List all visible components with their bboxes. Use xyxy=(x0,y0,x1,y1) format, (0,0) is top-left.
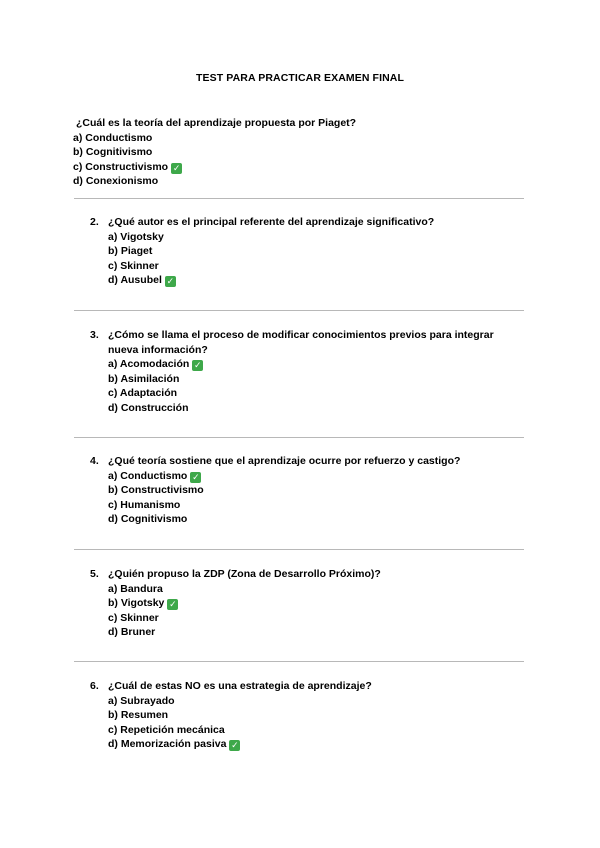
option: c) Skinner xyxy=(108,259,159,272)
option: d) Cognitivismo xyxy=(108,513,188,526)
question-number: 6. xyxy=(90,680,99,692)
option: d) Memorización pasiva ✓ xyxy=(108,738,239,751)
option: c) Repetición mecánica xyxy=(108,723,225,736)
option: a) Bandura xyxy=(108,582,163,595)
question-1 xyxy=(73,116,533,189)
question-3 xyxy=(90,328,526,416)
question-text: ¿Qué teoría sostiene que el aprendizaje ocurre por refuerzo y castigo? xyxy=(108,455,461,467)
option: a) Conductismo xyxy=(73,131,153,144)
option: c) Constructivismo ✓ xyxy=(73,160,181,173)
option: b) Constructivismo xyxy=(108,484,204,497)
question-number: 3. xyxy=(90,329,99,341)
option: a) Conductismo ✓ xyxy=(108,469,200,482)
option: a) Vigotsky xyxy=(108,230,164,243)
question-text: ¿Cuál de estas NO es una estrategia de aprendizaje? xyxy=(108,680,372,692)
question-6 xyxy=(90,679,528,752)
question-2 xyxy=(90,215,528,288)
option: b) Resumen xyxy=(108,709,169,722)
question-text: ¿Cómo se llama el proceso de modificar conocimientos previos para integrar nueva información? xyxy=(108,329,494,356)
question-4 xyxy=(90,454,528,527)
check-mark-icon: ✓ xyxy=(194,360,202,371)
check-mark-icon: ✓ xyxy=(192,471,200,482)
option: a) Subrayado xyxy=(108,694,175,707)
option: d) Construcción xyxy=(108,401,189,414)
question-text: ¿Qué autor es el principal referente del aprendizaje significativo? xyxy=(108,216,435,228)
question-text: ¿Cuál es la teoría del aprendizaje propuesta por Piaget? xyxy=(76,117,357,129)
option: c) Adaptación xyxy=(108,387,178,400)
divider xyxy=(74,310,524,311)
divider xyxy=(74,661,524,662)
option: b) Vigotsky ✓ xyxy=(108,597,177,610)
question-5 xyxy=(90,567,528,640)
check-mark-icon: ✓ xyxy=(231,740,239,751)
option: d) Conexionismo xyxy=(73,175,159,188)
option: d) Bruner xyxy=(108,626,156,639)
option: c) Skinner xyxy=(108,611,159,624)
option: b) Cognitivismo xyxy=(73,146,153,159)
option: b) Asimilación xyxy=(108,372,180,385)
check-mark-icon: ✓ xyxy=(169,599,177,610)
divider xyxy=(74,437,524,438)
document-title: TEST PARA PRACTICAR EXAMEN FINAL xyxy=(196,72,404,84)
question-number: 4. xyxy=(90,455,99,467)
divider xyxy=(74,549,524,550)
check-mark-icon: ✓ xyxy=(166,276,175,287)
option: d) Ausubel ✓ xyxy=(108,274,175,287)
option: b) Piaget xyxy=(108,245,153,258)
question-text: ¿Quién propuso la ZDP (Zona de Desarrollo Próximo)? xyxy=(108,568,381,580)
question-number: 2. xyxy=(90,216,99,228)
question-number: 5. xyxy=(90,568,99,580)
option: c) Humanismo xyxy=(108,498,181,511)
option: a) Acomodación ✓ xyxy=(108,358,202,371)
divider xyxy=(74,198,524,199)
check-mark-icon: ✓ xyxy=(172,162,181,173)
